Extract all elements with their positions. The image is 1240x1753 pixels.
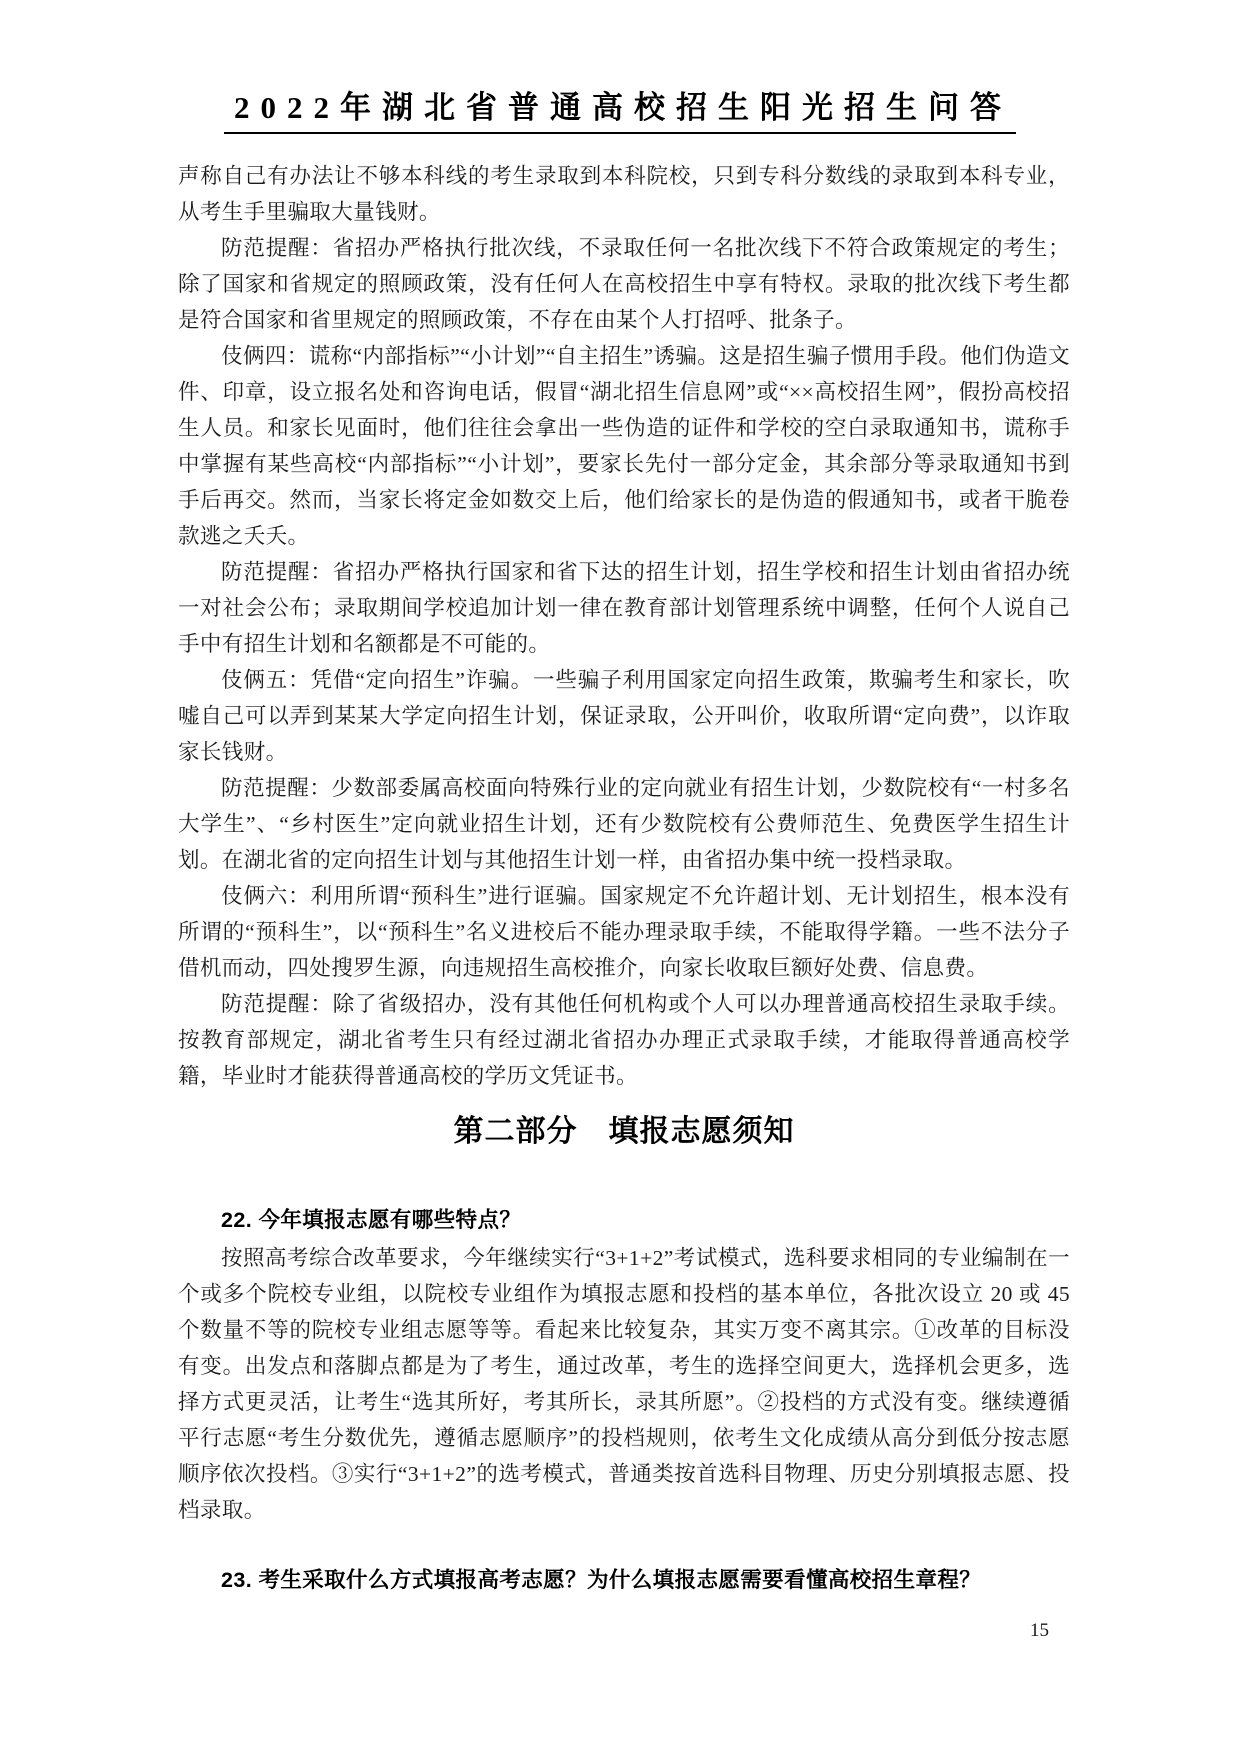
paragraph-continuation: 声称自己有办法让不够本科线的考生录取到本科院校，只到专科分数线的录取到本科专业，从考生手里骗取大量钱财。	[178, 164, 1070, 224]
paragraph-tip-directional: 防范提醒：少数部委属高校面向特殊行业的定向就业有招生计划，少数院校有“一村多名大学生”、“乡村医生”定向就业招生计划，还有少数院校有公费师范生、免费医学生招生计划。在湖北省的定向招生计划与其他招生计划一样，由省招办集中统一投档录取。	[178, 776, 1070, 872]
paragraph-trick-6: 伎俩六：利用所谓“预科生”进行诓骗。国家规定不允许超计划、无计划招生，根本没有所谓的“预科生”，以“预科生”名义进校后不能办理录取手续，不能取得学籍。一些不法分子借机而动，四处搜罗生源，向违规招生高校推介，向家长收取巨额好处费、信息费。	[178, 884, 1070, 980]
paragraph-tip-provincial-office: 防范提醒：除了省级招办，没有其他任何机构或个人可以办理普通高校招生录取手续。按教育部规定，湖北省考生只有经过湖北省招办办理正式录取手续，才能取得普通高校学籍，毕业时才能获得普通高校的学历文凭证书。	[178, 992, 1070, 1088]
doc-header	[0, 0, 1240, 134]
page-number: 15	[1030, 1620, 1049, 1641]
doc-title: 2022年湖北省普通高校招生阳光招生问答	[224, 82, 1016, 134]
question-22-heading: 22. 今年填报志愿有哪些特点？	[221, 1208, 522, 1232]
answer-22: 按照高考综合改革要求，今年继续实行“3+1+2”考试模式，选科要求相同的专业编制在一个或多个院校专业组，以院校专业组作为填报志愿和投档的基本单位，各批次设立 20 或 45 个数量不等的院校专业组志愿等等。看起来比较复杂，其实万变不离其宗。①改革的目标没有变。出发点和落脚点都是为了考生，通过改革，考生的选择空间更大，选择机会更多，选择方式更灵活，让考生“选其所好，考其所长，录其所愿”。②投档的方式没有变。继续遵循平行志愿“考生分数优先，遵循志愿顺序”的投档规则，依考生文化成绩从高分到低分按志愿顺序依次投档。③实行“3+1+2”的选考模式，普通类按首选科目物理、历史分别填报志愿、投档录取。	[178, 1246, 1070, 1522]
question-23-heading: 23. 考生采取什么方式填报高考志愿？为什么填报志愿需要看懂高校招生章程？	[221, 1568, 982, 1592]
paragraph-trick-4: 伎俩四：谎称“内部指标”“小计划”“自主招生”诱骗。这是招生骗子惯用手段。他们伪造文件、印章，设立报名处和咨询电话，假冒“湖北招生信息网”或“××高校招生网”，假扮高校招生人员。和家长见面时，他们往往会拿出一些伪造的证件和学校的空白录取通知书，谎称手中掌握有某些高校“内部指标”“小计划”，要家长先付一部分定金，其余部分等录取通知书到手后再交。然而，当家长将定金如数交上后，他们给家长的是伪造的假通知书，或者干脆卷款逃之夭夭。	[178, 344, 1070, 548]
paragraph-trick-5: 伎俩五：凭借“定向招生”诈骗。一些骗子利用国家定向招生政策，欺骗考生和家长，吹嘘自己可以弄到某某大学定向招生计划，保证录取，公开叫价，收取所谓“定向费”，以诈取家长钱财。	[178, 668, 1070, 764]
paragraph-tip-batchline: 防范提醒：省招办严格执行批次线，不录取任何一名批次线下不符合政策规定的考生；除了国家和省规定的照顾政策，没有任何人在高校招生中享有特权。录取的批次线下考生都是符合国家和省里规定的照顾政策，不存在由某个人打招呼、批条子。	[178, 236, 1070, 332]
section-heading-part2: 第二部分 填报志愿须知	[453, 1115, 795, 1148]
page-body	[178, 158, 1070, 1596]
paragraph-tip-plan: 防范提醒：省招办严格执行国家和省下达的招生计划，招生学校和招生计划由省招办统一对社会公布；录取期间学校追加计划一律在教育部计划管理系统中调整，任何个人说自己手中有招生计划和名额都是不可能的。	[178, 560, 1070, 656]
